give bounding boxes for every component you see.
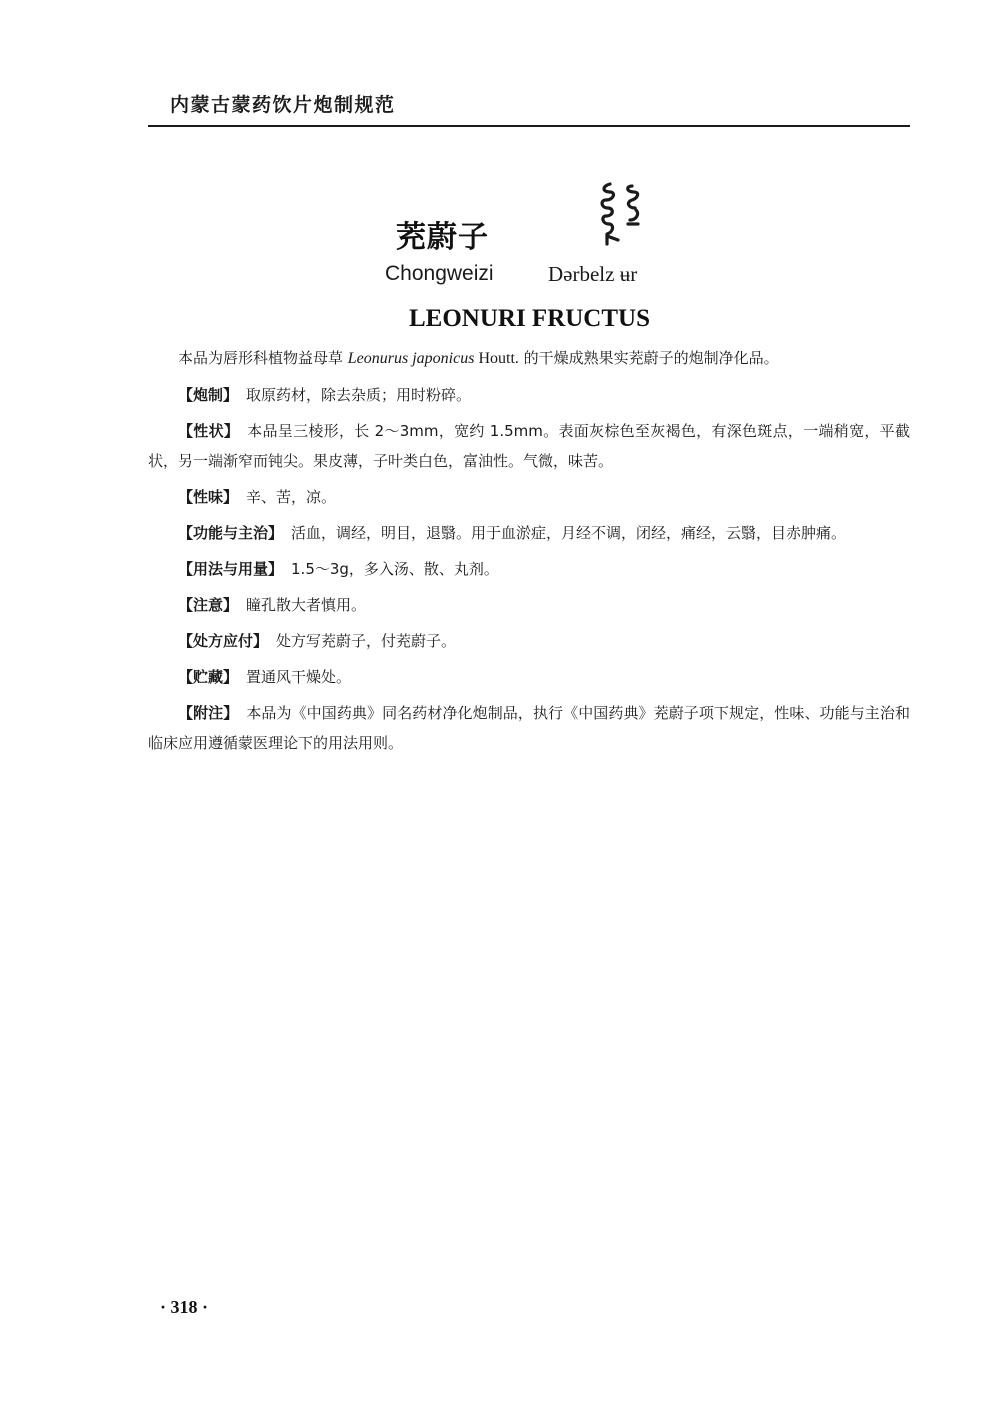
pinyin-name: Chongweizi [385,262,494,285]
section-label: 【性味】 [178,488,239,506]
species-author: Houtt. [474,350,519,367]
section-caution [148,590,910,620]
section-label: 【功能与主治】 [178,524,284,542]
section-text: 处方写茺蔚子，付茺蔚子。 [276,632,457,650]
section-text: 本品为《中国药典》同名药材净化炮制品，执行《中国药典》茺蔚子项下规定，性味、功能与主治和临床应用遵循蒙医理论下的用法用则。 [148,704,910,752]
section-label: 【炮制】 [178,386,239,404]
section-dosage [148,554,910,584]
latin-drug-name: LEONURI FRUCTUS [408,305,650,332]
section-taste [148,482,910,512]
section-label: 【贮藏】 [178,668,239,686]
section-label: 【附注】 [178,704,239,722]
section-prescription [148,626,910,656]
running-header-title: 内蒙古蒙药饮片炮制规范 [170,94,396,116]
section-notes [148,698,910,758]
section-text: 瞳孔散大者慎用。 [246,596,367,614]
section-text: 辛、苦，凉。 [246,488,337,506]
intro-text-after: 的干燥成熟果实茺蔚子的炮制净化品。 [518,349,779,367]
mongolian-script-name [592,180,652,248]
section-text: 取原药材，除去杂质；用时粉碎。 [246,386,472,404]
header-rule [148,125,910,127]
section-function [148,518,910,548]
section-storage [148,662,910,692]
section-label: 【性状】 [178,422,240,440]
section-label: 【处方应付】 [178,632,269,650]
section-text: 本品呈三棱形，长 2～3mm，宽约 1.5mm。表面灰棕色至灰褐色，有深色斑点，一端稍宽，平截状，另一端渐窄而钝尖。果皮薄，子叶类白色，富油性。气微，味苦。 [148,422,910,470]
section-processing [148,380,910,410]
section-text: 置通风干燥处。 [246,668,352,686]
species-italic: Leonurus japonicus [347,350,475,367]
intro-paragraph [148,343,910,374]
section-label: 【用法与用量】 [178,560,284,578]
species-latin-name [348,350,519,367]
section-text: 1.5～3g，多入汤、散、丸剂。 [291,560,499,578]
mongolian-romanized-name: Dərbelz ʉr [548,262,638,286]
section-text: 活血，调经，明目，退翳。用于血淤症，月经不调，闭经，痛经，云翳，目赤肿痛。 [291,524,847,542]
page-number: · 318 · [160,1297,209,1317]
monograph-body [148,343,910,764]
monograph-chinese-name: 茺蔚子 [396,220,489,255]
section-label: 【注意】 [178,596,239,614]
section-description [148,416,910,476]
intro-text-before: 本品为唇形科植物益母草 [178,349,348,367]
